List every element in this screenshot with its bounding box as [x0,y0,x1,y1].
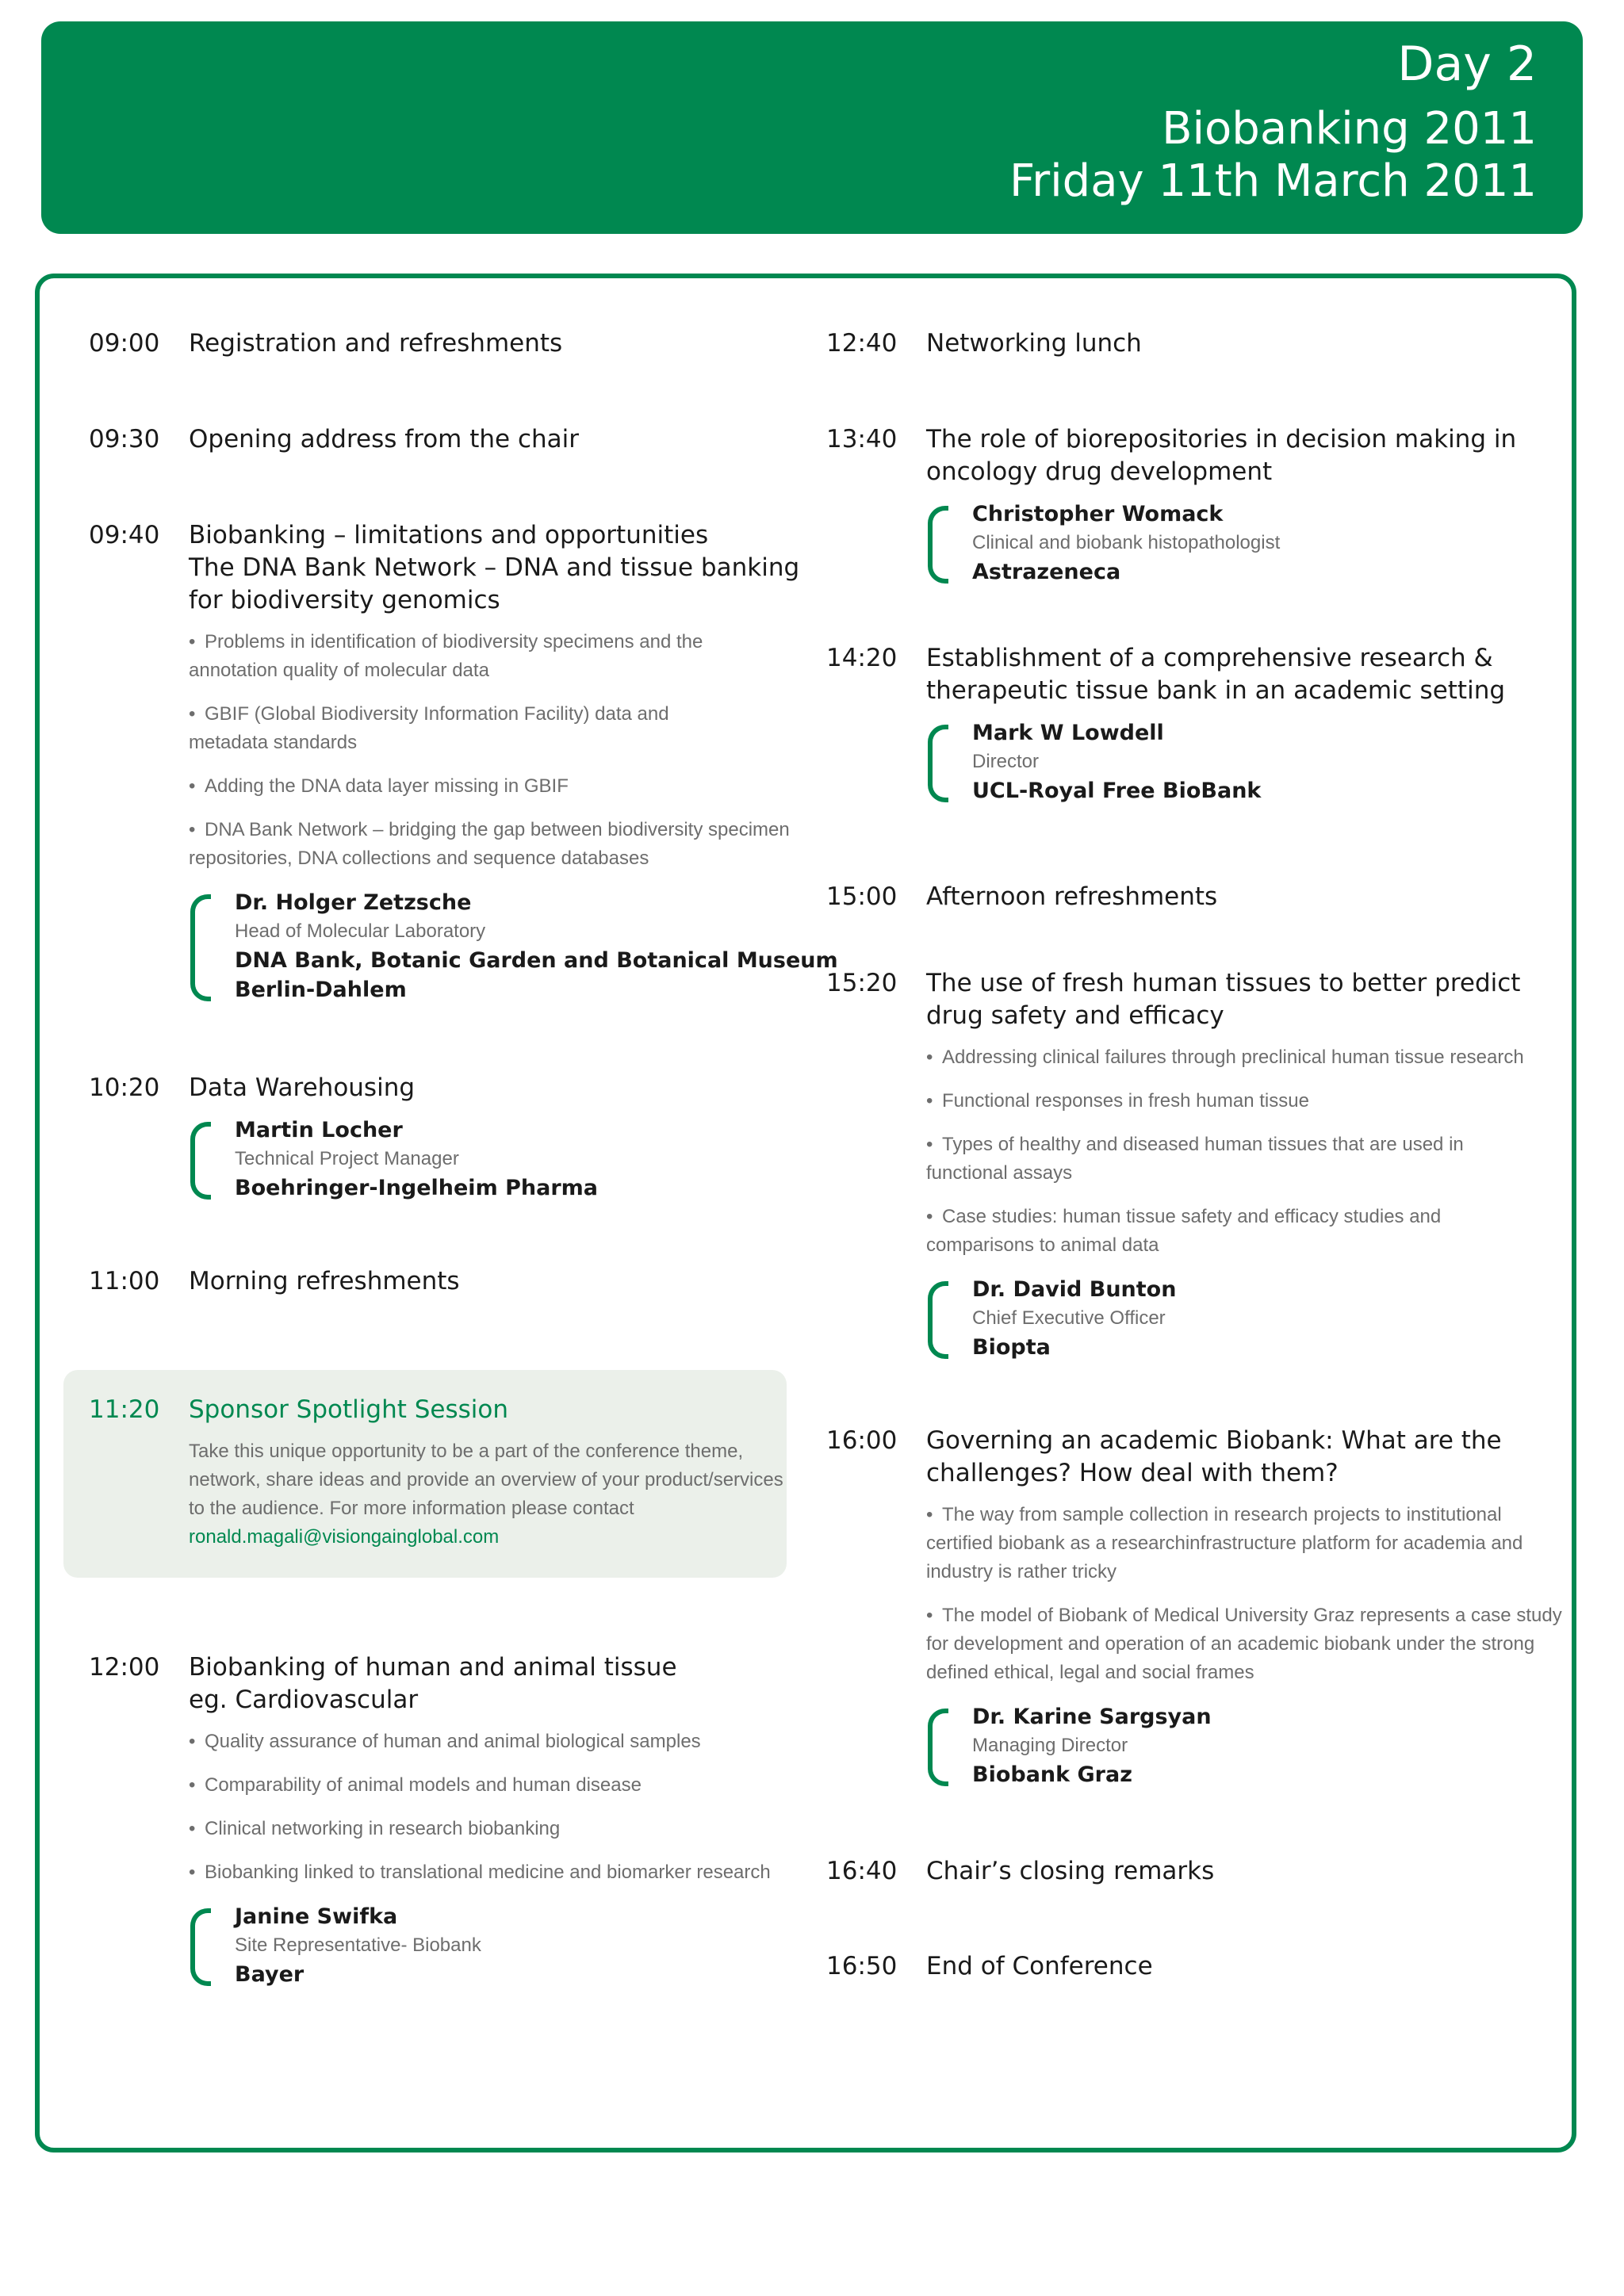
bullet-item [926,1203,1524,1260]
bullet-list [189,628,838,873]
session-content [189,1394,783,1552]
speaker-name: Dr. Holger Zetzsche [235,890,472,915]
session-title-line: oncology drug development [926,457,1273,486]
bullet-text: Case studies: human tissue safety and efficacy studies and [942,1206,1442,1227]
speaker-block [926,1275,1524,1362]
bullet-line: defined ethical, legal and social frames [926,1662,1254,1683]
session-content [189,327,562,360]
speaker-organisation: Bayer [235,1962,304,1987]
bullet-list [926,1043,1524,1260]
bullet-text: Biobanking linked to translational medicine and biomarker research [205,1862,771,1883]
session-time: 12:00 [89,1653,160,1682]
speaker-role: Chief Executive Officer [972,1307,1166,1329]
bullet-dot-icon: • [926,1605,933,1626]
session-title-line: The use of fresh human tissues to better predict [926,969,1521,997]
sponsor-description-line: to the audience. For more information please contact [189,1498,634,1519]
sponsor-description-line: Take this unique opportunity to be a part of the conference theme, [189,1441,744,1462]
bullet-dot-icon: • [189,1818,196,1839]
bullet-item [189,1728,771,1756]
session-time: 13:40 [826,425,898,453]
session-title-line: Biobanking – limitations and opportunities [189,521,709,549]
bullet-item [926,1131,1524,1188]
session-title-line: Establishment of a comprehensive research & [926,644,1493,672]
speaker-block [926,499,1516,587]
session-content [926,967,1524,1362]
bullet-text: Functional responses in fresh human tissue [942,1090,1309,1112]
session-time: 10:20 [89,1073,160,1102]
sponsor-email-link[interactable]: ronald.magali@visiongainglobal.com [189,1526,500,1548]
bullet-first-line [189,1728,771,1756]
bullet-text: GBIF (Global Biodiversity Information Facility) data and [205,703,669,725]
session-content [926,1425,1562,1789]
bullet-text: Addressing clinical failures through preclinical human tissue research [942,1047,1524,1068]
speaker-block [189,1115,598,1203]
speaker-block [926,718,1505,806]
speaker-organisation: Biobank Graz [972,1762,1132,1787]
session-content [926,642,1505,806]
bullet-text: Quality assurance of human and animal biological samples [205,1731,701,1752]
bullet-first-line [926,1501,1562,1529]
bullet-first-line [189,1858,771,1887]
bullet-text: Comparability of animal models and human disease [205,1774,642,1796]
bullet-dot-icon: • [926,1206,933,1227]
bullet-dot-icon: • [926,1134,933,1155]
bullet-first-line [926,1043,1524,1072]
session-content [189,1265,460,1298]
speaker-block [926,1702,1562,1789]
speaker-role: Managing Director [972,1735,1128,1756]
bullet-list [926,1501,1562,1687]
session-time: 16:00 [826,1426,898,1455]
day-label: Day 2 [1397,36,1537,92]
bullet-line: comparisons to animal data [926,1234,1159,1256]
session-content [189,1072,598,1203]
speaker-name: Mark W Lowdell [972,721,1164,745]
session-time: 09:40 [89,521,160,549]
session-content [926,881,1217,913]
session-title-line: Registration and refreshments [189,329,563,358]
bullet-line: functional assays [926,1162,1073,1184]
bullet-dot-icon: • [189,1862,196,1883]
session-title-line: The role of biorepositories in decision making in [926,425,1517,453]
bullet-line: certified biobank as a researchinfrastructure platform for academia and [926,1533,1523,1554]
session-title-line: challenges? How deal with them? [926,1459,1339,1487]
bullet-item [189,1771,771,1800]
session-title-line: eg. Cardiovascular [189,1686,419,1714]
bullet-dot-icon: • [926,1090,933,1112]
bullet-dot-icon: • [926,1047,933,1068]
speaker-organisation: Berlin-Dahlem [235,978,407,1002]
speaker-name: Martin Locher [235,1118,403,1142]
session-time: 11:00 [89,1267,160,1295]
bullet-first-line [189,1815,771,1843]
session-content [189,423,579,456]
bullet-dot-icon: • [926,1504,933,1525]
session-title-line: End of Conference [926,1952,1153,1980]
session-time: 15:00 [826,882,898,911]
session-content [926,1950,1153,1983]
session-time: 12:40 [826,329,898,358]
bullet-item [189,1858,771,1887]
speaker-block [189,888,838,1004]
day-header-banner [41,21,1583,234]
speaker-role: Technical Project Manager [235,1148,459,1169]
sponsor-description [189,1437,783,1523]
speaker-bracket-icon [928,506,948,584]
speaker-block [189,1902,771,1989]
bullet-dot-icon: • [189,703,196,725]
speaker-name: Dr. David Bunton [972,1277,1177,1302]
speaker-organisation: UCL-Royal Free BioBank [972,779,1262,803]
session-content [189,1651,771,1989]
session-title-line: Opening address from the chair [189,425,580,453]
bullet-item [926,1043,1524,1072]
session-title-line: Biobanking of human and animal tissue [189,1653,677,1682]
session-time: 14:20 [826,644,898,672]
session-title-line: Chair’s closing remarks [926,1857,1215,1885]
session-title-line: Morning refreshments [189,1267,460,1295]
session-title-line: Governing an academic Biobank: What are the [926,1426,1502,1455]
bullet-item [926,1501,1562,1586]
event-name: Biobanking 2011 [1162,103,1537,155]
session-title-line: Afternoon refreshments [926,882,1218,911]
speaker-organisation: DNA Bank, Botanic Garden and Botanical Museum [235,948,838,973]
session-time: 09:00 [89,329,160,358]
bullet-item [189,772,838,801]
bullet-first-line [926,1087,1524,1115]
session-title-line: Networking lunch [926,329,1142,358]
bullet-dot-icon: • [189,631,196,652]
speaker-bracket-icon [928,1281,948,1359]
speaker-name: Dr. Karine Sargsyan [972,1705,1212,1729]
bullet-line: repositories, DNA collections and sequence databases [189,848,649,869]
bullet-list [189,1728,771,1887]
bullet-text: Adding the DNA data layer missing in GBIF [205,775,569,797]
session-content [926,327,1142,360]
session-content [189,519,838,1004]
bullet-line: metadata standards [189,732,358,753]
bullet-line: industry is rather tricky [926,1561,1117,1582]
bullet-text: Problems in identification of biodiversity specimens and the [205,631,703,652]
bullet-dot-icon: • [189,1774,196,1796]
sponsor-description-line: network, share ideas and provide an overview of your product/services [189,1469,783,1490]
speaker-bracket-icon [190,1908,211,1986]
speaker-bracket-icon [190,894,211,1001]
speaker-organisation: Boehringer-Ingelheim Pharma [235,1176,598,1200]
speaker-role: Director [972,751,1040,772]
bullet-text: Types of healthy and diseased human tissues that are used in [942,1134,1464,1155]
bullet-item [926,1601,1562,1687]
session-title-line: drug safety and efficacy [926,1001,1224,1030]
sponsor-spotlight-box [63,1370,787,1578]
speaker-role: Clinical and biobank histopathologist [972,532,1281,553]
bullet-item [189,816,838,873]
bullet-dot-icon: • [189,819,196,840]
session-title-line: Data Warehousing [189,1073,416,1102]
session-content [926,423,1516,587]
session-time: 16:40 [826,1857,898,1885]
speaker-bracket-icon [928,1709,948,1786]
bullet-dot-icon: • [189,775,196,797]
speaker-organisation: Astrazeneca [972,560,1121,584]
bullet-text: Clinical networking in research biobanking [205,1818,561,1839]
speaker-bracket-icon [928,725,948,802]
session-title-line: for biodiversity genomics [189,586,500,614]
bullet-line: annotation quality of molecular data [189,660,489,681]
bullet-first-line [189,628,838,656]
speaker-organisation: Biopta [972,1335,1051,1360]
session-time: 15:20 [826,969,898,997]
speaker-name: Christopher Womack [972,502,1224,526]
bullet-item [189,700,838,757]
bullet-first-line [189,700,838,729]
session-title-line: therapeutic tissue bank in an academic setting [926,676,1506,705]
bullet-item [189,628,838,685]
bullet-item [926,1087,1524,1115]
bullet-line: for development and operation of an academic biobank under the strong [926,1633,1535,1655]
session-content [926,1855,1214,1888]
session-title: Sponsor Spotlight Session [189,1395,508,1424]
speaker-bracket-icon [190,1122,211,1200]
session-time: 16:50 [826,1952,898,1980]
session-title-line: The DNA Bank Network – DNA and tissue banking [189,553,800,582]
speaker-role: Site Representative- Biobank [235,1934,481,1956]
bullet-first-line [189,816,838,844]
speaker-name: Janine Swifka [235,1904,398,1929]
bullet-first-line [926,1601,1562,1630]
bullet-first-line [926,1203,1524,1231]
event-date: Friday 11th March 2011 [1009,155,1537,207]
bullet-first-line [189,1771,771,1800]
bullet-item [189,1815,771,1843]
bullet-first-line [926,1131,1524,1159]
session-time: 09:30 [89,425,160,453]
bullet-text: DNA Bank Network – bridging the gap between biodiversity specimen [205,819,790,840]
bullet-dot-icon: • [189,1731,196,1752]
session-time: 11:20 [89,1395,160,1424]
speaker-role: Head of Molecular Laboratory [235,920,486,942]
bullet-text: The way from sample collection in research projects to institutional [942,1504,1502,1525]
bullet-text: The model of Biobank of Medical University Graz represents a case study [942,1605,1562,1626]
bullet-first-line [189,772,838,801]
